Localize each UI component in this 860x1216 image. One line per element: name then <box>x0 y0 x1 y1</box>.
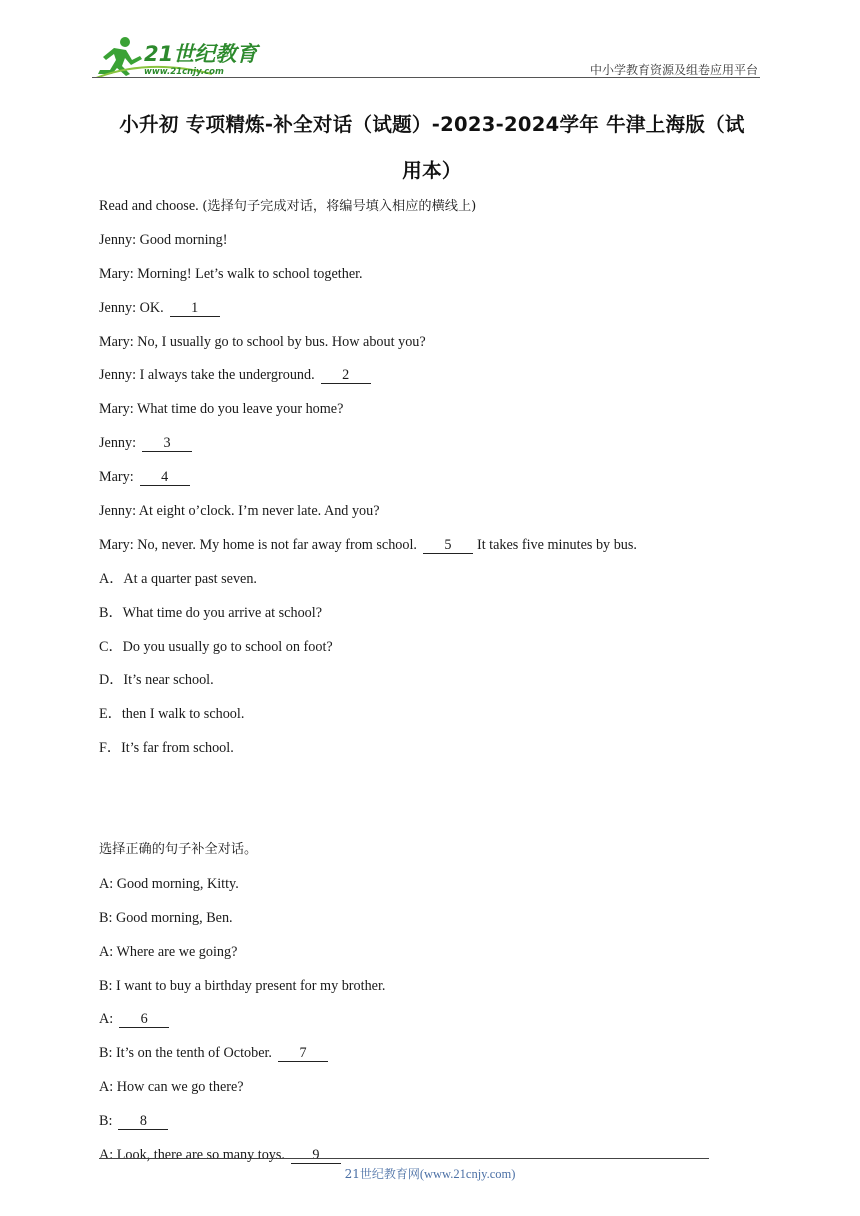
dialogue-line <box>99 433 739 467</box>
title-line-1: 小升初 专项精炼-补全对话（试题）-2023-2024学年 牛津上海版（试 <box>119 113 745 136</box>
section-spacer <box>99 772 739 840</box>
section1-dialogue <box>99 230 739 569</box>
dialogue-text: B: It’s on the tenth of October. <box>99 1045 272 1062</box>
dialogue-text: Mary: Morning! Let’s walk to school together. <box>99 265 363 282</box>
answer-blank[interactable]: 2 <box>321 368 371 384</box>
dialogue-text: Jenny: <box>99 435 137 452</box>
answer-blank[interactable]: 9 <box>291 1148 341 1164</box>
dialogue-line <box>99 942 739 976</box>
answer-blank[interactable]: 1 <box>170 301 220 317</box>
dialogue-line <box>99 1111 739 1145</box>
dialogue-line <box>99 535 739 569</box>
dialogue-line <box>99 1077 739 1111</box>
header-right-text: 中小学教育资源及组卷应用平台 <box>589 63 758 77</box>
dialogue-text: A: How can we go there? <box>99 1079 244 1096</box>
dialogue-line <box>99 298 739 332</box>
answer-blank[interactable]: 3 <box>142 436 192 452</box>
dialogue-line <box>99 1009 739 1043</box>
answer-option: F．It’s far from school. <box>99 740 234 757</box>
logo-text: 21世纪教育 <box>144 42 258 66</box>
dialogue-line <box>99 230 739 264</box>
dialogue-text: A: Where are we going? <box>99 943 238 960</box>
section2-dialogue <box>99 874 739 1179</box>
title-line-2: 用本） <box>402 159 462 182</box>
dialogue-line <box>99 264 739 298</box>
dialogue-text: B: Good morning, Ben. <box>99 909 233 926</box>
dialogue-text: A: Good morning, Kitty. <box>99 875 239 892</box>
page-header <box>92 30 760 78</box>
answer-option: D．It’s near school. <box>99 672 214 689</box>
dialogue-line <box>99 501 739 535</box>
dialogue-line <box>99 976 739 1010</box>
dialogue-line <box>99 467 739 501</box>
dialogue-text: Jenny: I always take the underground. <box>99 367 315 384</box>
section1-options <box>99 569 739 772</box>
dialogue-text: A: <box>99 1011 114 1028</box>
dialogue-line <box>99 399 739 433</box>
dialogue-line <box>99 365 739 399</box>
answer-blank[interactable]: 4 <box>140 470 190 486</box>
dialogue-text: Jenny: At eight o’clock. I’m never late. And you? <box>99 503 380 520</box>
instruction-cn: (选择句子完成对话，将编号填入相应的横线上) <box>202 199 477 214</box>
page-footer <box>0 1165 860 1182</box>
dialogue-text: B: I want to buy a birthday present for my brother. <box>99 977 386 994</box>
dialogue-text: Jenny: Good morning! <box>99 231 228 248</box>
answer-option: E．then I walk to school. <box>99 706 245 723</box>
dialogue-line <box>99 332 739 366</box>
dialogue-text: Jenny: OK. <box>99 299 164 316</box>
site-logo <box>92 34 262 78</box>
footer-divider <box>99 1158 709 1159</box>
answer-blank[interactable]: 5 <box>423 538 473 554</box>
answer-option: B．What time do you arrive at school? <box>99 604 322 621</box>
page-title <box>98 102 766 194</box>
dialogue-text-after: It takes five minutes by bus. <box>476 536 637 553</box>
dialogue-line <box>99 908 739 942</box>
logo-url: www.21cnjy.com <box>144 67 224 77</box>
document-body <box>99 196 739 1179</box>
dialogue-text: Mary: No, never. My home is not far away from school. <box>99 536 417 553</box>
footer-url: (www.21cnjy.com) <box>419 1167 516 1181</box>
dialogue-text: Mary: What time do you leave your home? <box>99 401 344 418</box>
footer-site-name: 21世纪教育网 <box>344 1167 420 1181</box>
instruction-en: Read and choose. <box>99 198 203 214</box>
dialogue-text: A: Look, there are so many toys. <box>99 1146 285 1163</box>
dialogue-text: Mary: <box>99 469 134 486</box>
dialogue-line <box>99 874 739 908</box>
answer-blank[interactable]: 7 <box>278 1046 328 1062</box>
answer-blank[interactable]: 8 <box>118 1114 168 1130</box>
answer-blank[interactable]: 6 <box>119 1012 169 1028</box>
answer-option: A．At a quarter past seven. <box>99 570 257 587</box>
dialogue-text: Mary: No, I usually go to school by bus. How about you? <box>99 333 426 350</box>
dialogue-text: B: <box>99 1113 113 1130</box>
header-divider <box>92 77 760 78</box>
section2-instruction: 选择正确的句子补全对话。 <box>99 841 258 857</box>
section1-instruction <box>99 196 739 230</box>
answer-option: C．Do you usually go to school on foot? <box>99 638 333 655</box>
dialogue-line <box>99 1043 739 1077</box>
